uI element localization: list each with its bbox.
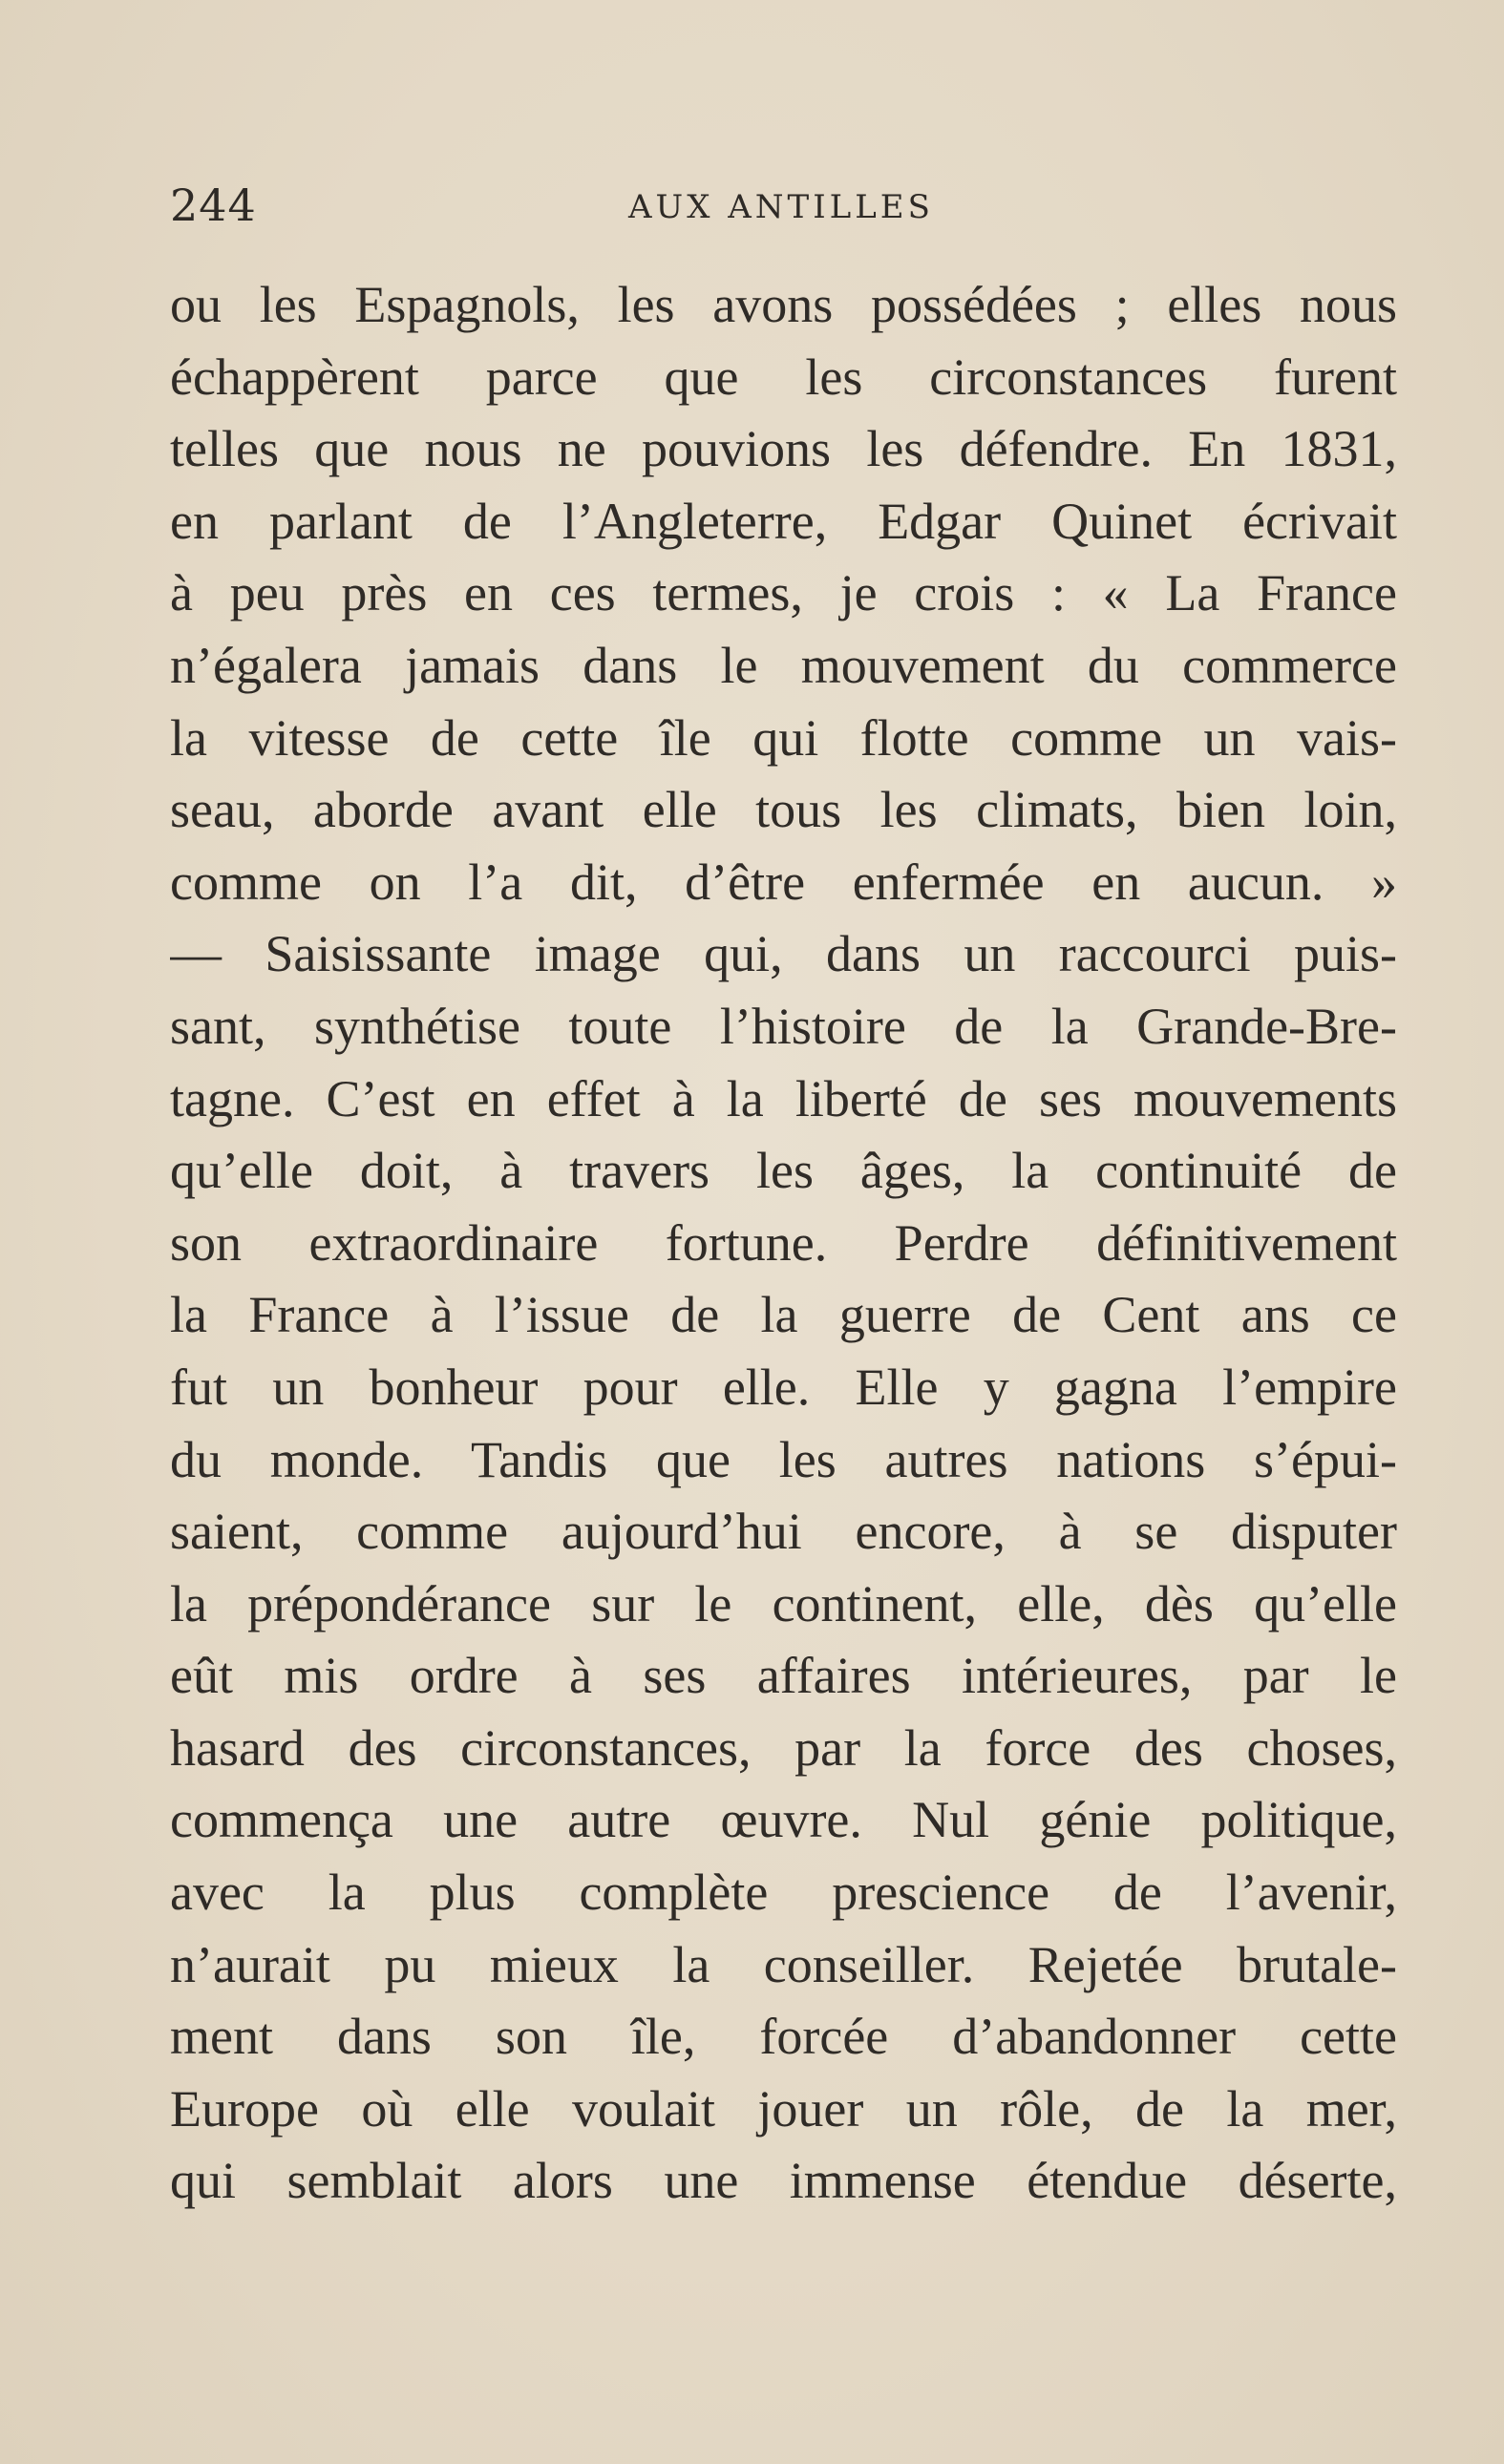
text-line: son extraordinaire fortune. Perdre définitivement: [170, 1213, 1397, 1272]
text-line: sant, synthétise toute l’histoire de la Grande-Bre-: [170, 997, 1397, 1055]
text-line: saient, comme aujourd’hui encore, à se disputer: [170, 1503, 1397, 1561]
text-line: n’aurait pu mieux la conseiller. Rejetée brutale-: [170, 1935, 1397, 1993]
text-line: en parlant de l’Angleterre, Edgar Quinet écrivait: [170, 492, 1397, 550]
text-line: hasard des circonstances, par la force des choses,: [170, 1718, 1397, 1777]
text-line: la France à l’issue de la guerre de Cent ans ce: [170, 1286, 1397, 1344]
text-line: comme on l’a dit, d’être enfermée en aucun. »: [170, 853, 1397, 911]
text-line: à peu près en ces termes, je crois : « La France: [170, 564, 1397, 622]
text-line: qu’elle doit, à travers les âges, la continuité de: [170, 1142, 1397, 1200]
text-line: tagne. C’est en effet à la liberté de ses mouvements: [170, 1069, 1397, 1127]
body-text: [170, 269, 1397, 2218]
text-line: du monde. Tandis que les autres nations s’épui-: [170, 1430, 1397, 1488]
text-line: Europe où elle voulait jouer un rôle, de la mer,: [170, 2079, 1397, 2138]
text-line: la vitesse de cette île qui flotte comme un vais-: [170, 708, 1397, 767]
text-line: fut un bonheur pour elle. Elle y gagna l’empire: [170, 1358, 1397, 1416]
text-line: seau, aborde avant elle tous les climats, bien loin,: [170, 781, 1397, 839]
text-line: échappèrent parce que les circonstances furent: [170, 347, 1397, 406]
text-line: ou les Espagnols, les avons possédées ; elles nous: [170, 276, 1397, 333]
text-line: commença une autre œuvre. Nul génie politique,: [170, 1791, 1397, 1849]
text-line: qui semblait alors une immense étendue déserte,: [170, 2152, 1397, 2210]
text-line: avec la plus complète prescience de l’avenir,: [170, 1864, 1397, 1922]
page-number: 244: [170, 179, 257, 231]
text-line: — Saisissante image qui, dans un raccourci puis-: [170, 925, 1397, 983]
text-line: la prépondérance sur le continent, elle, dès qu’elle: [170, 1574, 1397, 1632]
text-line: n’égalera jamais dans le mouvement du commerce: [170, 636, 1397, 694]
running-head: AUX ANTILLES: [628, 188, 934, 226]
text-line: telles que nous ne pouvions les défendre. En 1831,: [170, 420, 1397, 478]
text-line: eût mis ordre à ses affaires intérieures, par le: [170, 1647, 1397, 1705]
text-line: ment dans son île, forcée d’abandonner cette: [170, 2008, 1397, 2066]
page-header: [170, 177, 1397, 234]
